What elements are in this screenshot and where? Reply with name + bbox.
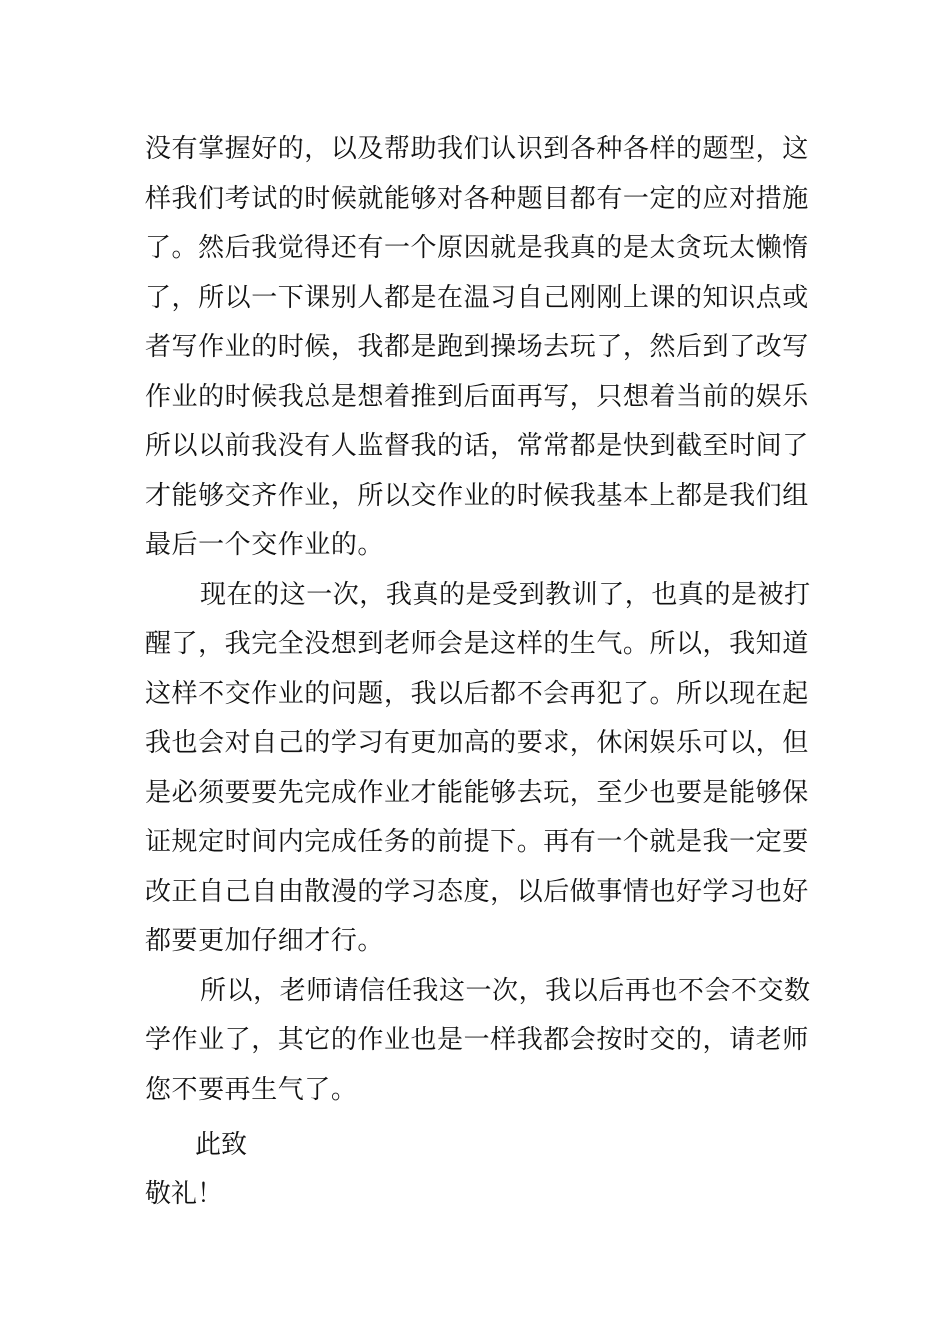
text-line: 了，所以一下课别人都是在温习自己刚刚上课的知识点或 xyxy=(145,282,809,313)
text-line: 是必须要要先完成作业才能能够去玩，至少也要是能够保 xyxy=(145,777,809,808)
text-line: 学作业了，其它的作业也是一样我都会按时交的，请老师 xyxy=(145,1025,809,1055)
letter-body xyxy=(145,125,811,1115)
text-line: 作业的时候我总是想着推到后面再写，只想着当前的娱乐 xyxy=(145,381,809,412)
text-line: 了。然后我觉得还有一个原因就是我真的是太贪玩太懒惰 xyxy=(145,233,809,263)
text-line: 这样不交作业的问题，我以后都不会再犯了。所以现在起 xyxy=(145,678,809,709)
paragraph-3 xyxy=(145,967,811,1116)
text-line: 改正自己自由散漫的学习态度，以后做事情也好学习也好 xyxy=(145,876,809,907)
text-line: 才能够交齐作业，所以交作业的时候我基本上都是我们组 xyxy=(145,480,809,511)
text-line: 我也会对自己的学习有更加高的要求，休闲娱乐可以，但 xyxy=(145,728,809,758)
text-line: 您不要再生气了。 xyxy=(145,1074,358,1105)
text-line: 者写作业的时候，我都是跑到操场去玩了，然后到了改写 xyxy=(145,332,809,362)
text-line: 没有掌握好的，以及帮助我们认识到各种各样的题型，这 xyxy=(145,134,809,164)
text-line: 样我们考试的时候就能够对各种题目都有一定的应对措施 xyxy=(145,183,809,214)
closing-regards: 敬礼！ xyxy=(145,1179,224,1209)
text-line: 所以以前我没有人监督我的话，常常都是快到截至时间了 xyxy=(145,431,809,461)
paragraph-2 xyxy=(145,571,811,967)
text-line: 都要更加仔细才行。 xyxy=(145,926,384,956)
text-line: 最后一个交作业的。 xyxy=(145,530,384,560)
text-line: 现在的这一次，我真的是受到教训了，也真的是被打 xyxy=(200,579,811,610)
text-line: 所以，老师请信任我这一次，我以后再也不会不交数 xyxy=(200,975,811,1006)
closing-salutation: 此致 xyxy=(195,1130,248,1160)
paragraph-1 xyxy=(145,125,807,571)
text-line: 证规定时间内完成任务的前提下。再有一个就是我一定要 xyxy=(145,827,809,857)
text-line: 醒了，我完全没想到老师会是这样的生气。所以，我知道 xyxy=(145,629,809,659)
